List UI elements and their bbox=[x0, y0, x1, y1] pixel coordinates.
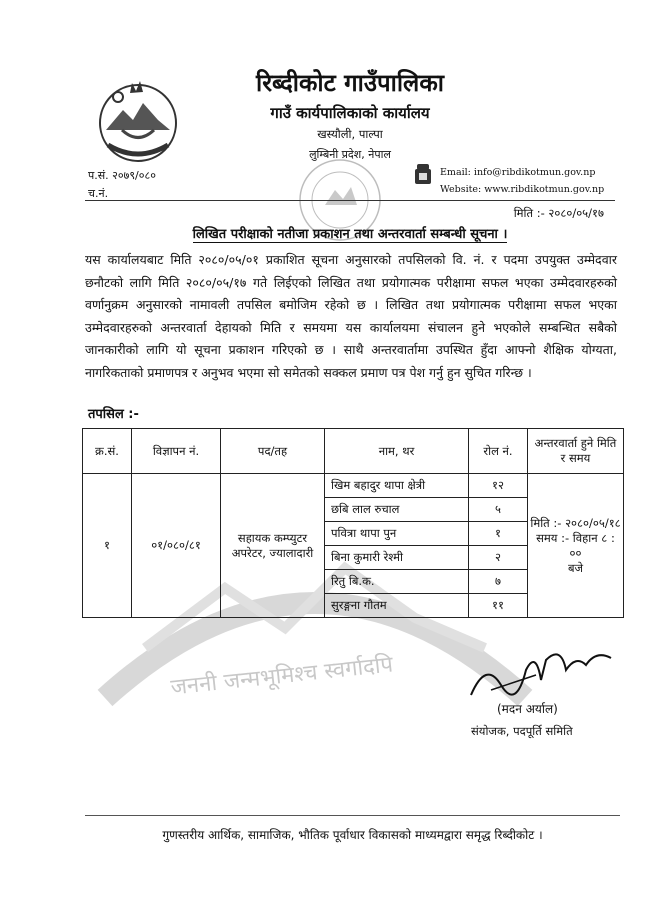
office-subtitle: गाउँ कार्यपालिकाको कार्यालय bbox=[270, 104, 430, 122]
office-address: खस्यौली, पाल्पा bbox=[317, 127, 383, 141]
cell-roll-no: २ bbox=[469, 546, 528, 570]
dispatch-number: च.नं. bbox=[88, 187, 109, 200]
cell-candidate-name: छबि लाल रुचाल bbox=[325, 498, 469, 522]
cell-roll-no: १२ bbox=[469, 474, 528, 498]
watermark-motto: जननी जन्मभूमिश्च स्वर्गादपि bbox=[169, 652, 395, 701]
cell-candidate-name: सुरङ्गना गौतम bbox=[325, 594, 469, 618]
cell-advert-no: ०१/०८०/८१ bbox=[132, 474, 221, 618]
cell-candidate-name: खिम बहादुर थापा क्षेत्री bbox=[325, 474, 469, 498]
cell-interview-schedule bbox=[528, 474, 624, 618]
telephone-icon bbox=[414, 163, 432, 185]
col-header-roll: रोल नं. bbox=[469, 429, 528, 474]
cell-candidate-name: रितु बि.क. bbox=[325, 570, 469, 594]
col-header-interview: अन्तरवार्ता हुने मिति र समय bbox=[528, 429, 624, 474]
footer-divider bbox=[85, 815, 620, 816]
notice-body: यस कार्यालयबाट मिति २०८०/०५/०१ प्रकाशित सूचना अनुसारको तपसिलको वि. नं. र पदमा उपयुक्त उम्मेदवार छनौटको लागि मिति २०८०/०५/१७ गते लिईएको लिखित तथा प्रयोगात्मक परीक्षामा सफल भएका उम्मेदवारहरुको वर्णानुक्रम अनुसारको नामावली तपसिल बमोजिम रहेको छ । लिखित तथा प्रयोगात्मक परीक्षामा सफल भएका उम्मेदवारहरुको अन्तरवार्ता देहायको मिति र समयमा यस कार्यालयमा संचालन हुने भएकोले सम्बन्धित सबैको जानकारीको लागि यो सूचना प्रकाशन गरिएको छ । साथै अन्तरवार्तामा उपस्थित हुँदा आफ्नो शैक्षिक योग्यता, नागरिकताको प्रमाणपत्र र अनुभव भएमा सो समेतको सक्कल प्रमाण पत्र पेश गर्नु हुन सुचित गरिन्छ । bbox=[85, 252, 617, 380]
results-table bbox=[82, 428, 624, 618]
notice-title bbox=[85, 224, 615, 242]
cell-roll-no: ७ bbox=[469, 570, 528, 594]
cell-post: सहायक कम्प्युटर अपरेटर, ज्यालादारी bbox=[221, 474, 325, 618]
notice-date: मिति :- २०८०/०५/१७ bbox=[513, 206, 604, 220]
notice-title-text: लिखित परीक्षाको नतीजा प्रकाशन तथा अन्तरवार्ता सम्बन्धी सूचना । bbox=[192, 227, 508, 242]
interview-date: मिति :- २०८०/०५/१८ bbox=[530, 515, 621, 530]
cell-candidate-name: पवित्रा थापा पुन bbox=[325, 522, 469, 546]
signatory-name: (मदन अर्याल) bbox=[497, 702, 558, 716]
contact-email: Email: info@ribdikotmun.gov.np bbox=[440, 167, 596, 178]
table-row bbox=[83, 474, 624, 498]
cell-roll-no: ११ bbox=[469, 594, 528, 618]
table-header-row bbox=[83, 429, 624, 474]
schedule-label: तपसिल :- bbox=[88, 407, 139, 422]
reference-number: प.सं. २०७९/०८० bbox=[88, 169, 156, 182]
office-province: लुम्बिनी प्रदेश, नेपाल bbox=[309, 148, 391, 161]
interview-time: समय :- विहान ८ : ०० bbox=[536, 530, 615, 560]
nepal-emblem-logo bbox=[88, 75, 188, 165]
signatory-role: संयोजक, पदपूर्ति समिति bbox=[471, 724, 573, 738]
header-divider bbox=[85, 200, 615, 201]
footer-slogan: गुणस्तरीय आर्थिक, सामाजिक, भौतिक पूर्वाधार विकासको माध्यमद्वारा समृद्ध रिब्दीकोट । bbox=[162, 828, 543, 842]
cell-candidate-name: बिना कुमारी रेश्मी bbox=[325, 546, 469, 570]
municipality-title: रिब्दीकोट गाउँपालिका bbox=[256, 69, 444, 97]
col-header-sn: क्र.सं. bbox=[83, 429, 132, 474]
cell-roll-no: ५ bbox=[469, 498, 528, 522]
cell-roll-no: १ bbox=[469, 522, 528, 546]
contact-website: Website: www.ribdikotmun.gov.np bbox=[440, 184, 605, 195]
col-header-advert: विज्ञापन नं. bbox=[132, 429, 221, 474]
cell-sn: १ bbox=[83, 474, 132, 618]
interview-time-unit: बजे bbox=[567, 560, 584, 575]
col-header-post: पद/तह bbox=[221, 429, 325, 474]
col-header-name: नाम, थर bbox=[325, 429, 469, 474]
handwritten-signature bbox=[466, 640, 616, 702]
